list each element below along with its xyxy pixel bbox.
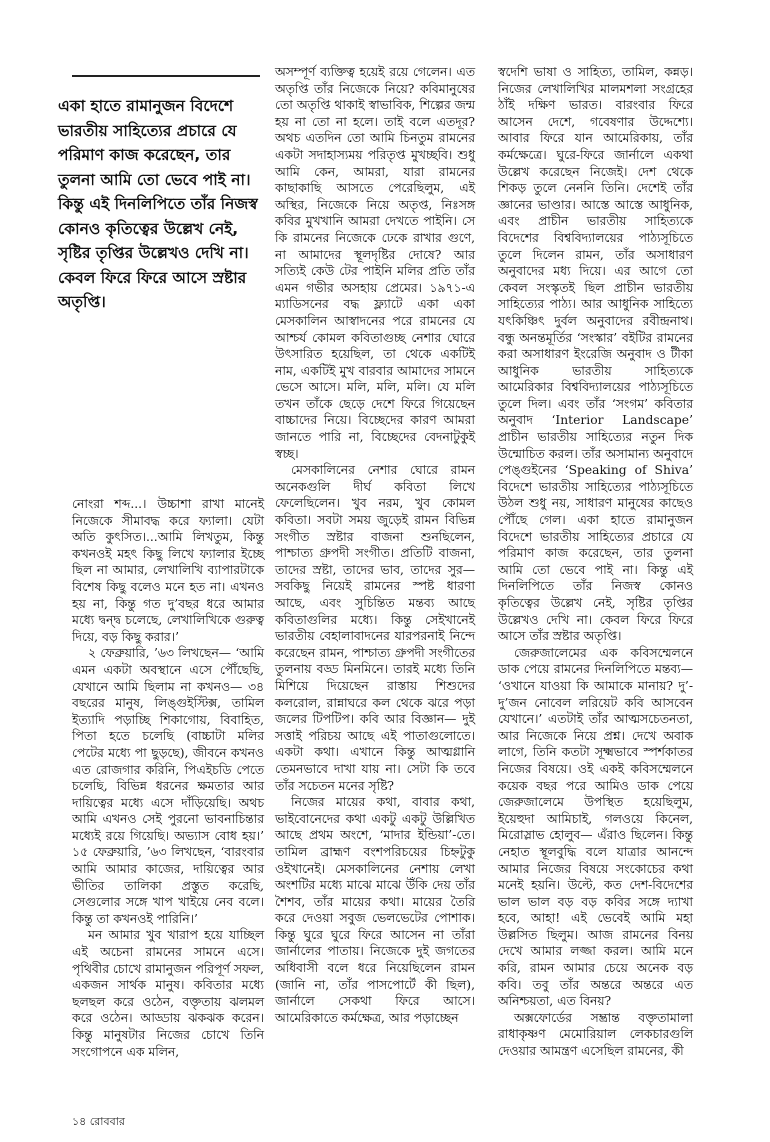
article-column-3: [498, 64, 693, 1060]
article-column-1: [72, 496, 264, 1060]
page-footer: ১৪ রোববার: [72, 1115, 125, 1128]
paragraph: মেসকালিনের নেশার ঘোরে রামন অনেকগুলি দীর্ঘ কবিতা লিখে ফেলেছিলেন। খুব নরম, খুব কোমল কবিতা। সবটা সময় জুড়েই রামন বিভিন্ন সংগীত স্রষ্টার বাজনা শুনছিলেন, পাশ্চাত্য গ্রুপদী সংগীত। প্রতিটি বাজনা, তাদের স্রষ্টা, তাদের ভাব, তাদের সুর— সবকিছু নিয়েই রামনের স্পষ্ট ধারণা আছে, এবং সুচিন্তিত মন্তব্য আছে কবিতাগুলির মধ্যে। কিন্তু সেইখানেই ভারতীয় বেহালাবাদনের যারপরনাই নিন্দে করেছেন রামন, পাশ্চাত্য গ্রুপদী সংগীতের তুলনায় বড্ড মিনমিনে। তারই মধ্যে তিনি মিশিয়ে দিয়েছেন রাস্তায় শিশুদের কলরোল, রান্নাঘরে কল থেকে ঝরে পড়া জলের টিপটিপ। কবি আর বিজ্ঞান— দুই সত্তাই পরিচয় আছে এই পাতাগুলোতে। একটা কথা। এখানে কিন্তু আত্মগ্লানি তেমনভাবে দাখা যায় না। সেটা কি তবে তাঁর সচেতন মনের সৃষ্টি?: [275, 463, 475, 793]
paragraph: নিজের মায়ের কথা, বাবার কথা, ভাইবোনেদের কথা একটু একটু উল্লিখিত আছে প্রথম অংশে, ‘মাদার ইন্ডিয়া’-তে। তামিল ব্রাহ্মণ বংশপরিচয়ের চিহ্নটুকু ওইখানেই। মেসকালিনের নেশায় লেখা অংশটির মধ্যে মাঝে মাঝে উঁকি দেয় তাঁর শৈশব, তাঁর মায়ের কথা। মায়ের তৈরি করে দেওয়া সবুজ ভেলভেটের পোশাক। কিন্তু ঘুরে ঘুরে ফিরে আসেন না তাঁরা জার্নালের পাতায়। নিজেকে দুই জগতের অধিবাসী বলে ধরে নিয়েছিলেন রামন (জানি না, তাঁর পাসপোর্টে কী ছিল), জার্নালে সেকথা ফিরে আসে। আমেরিকাতে কর্মক্ষেত্র, আর পড়াচ্ছেন: [275, 795, 475, 1025]
paragraph: জেরুজালেমের এক কবিসম্মেলনে ডাক পেয়ে রামনের দিনলিপিতে মন্তব্য— ‘ওখানে যাওয়া কি আমাকে মানায়? দু’-দু’জন নোবেল লরিয়েট কবি আসবেন যেখানে।’ এতটাই তাঁর আত্মসচেতনতা, আর নিজেকে নিয়ে প্রশ্ন। দেখে অবাক লাগে, তিনি কতটা সূক্ষ্মভাবে স্পর্শকাতর নিজের বিষয়ে। ওই একই কবিসম্মেলনে কয়েক বছর পরে আমিও ডাক পেয়ে জেরুজালেমে উপস্থিত হয়েছিলুম, ইয়েহুদা আমিচাই, গলওয়ে কিনেল, মিরোস্লাভ হোলুব— এঁরাও ছিলেন। কিন্তু নেহাত স্থূলবুদ্ধি বলে যাত্রার আনন্দে আমার নিজের বিষয়ে সংকোচের কথা মনেই হয়নি। উল্টে, কত দেশ-বিদেশের ভাল ভাল বড় বড় কবির সঙ্গে দ্যাখা হবে, আহা! এই ভেবেই আমি মহা উল্লসিত ছিলুম। আজ রামনের বিনয় দেখে আমার লজ্জা করল। আমি মনে করি, রামন আমার চেয়ে অনেক বড় কবি। তবু তাঁর অন্তরে অন্তরে এত অনিশ্চয়তা, এত বিনয়?: [498, 645, 693, 1009]
paragraph: ২ ফেব্রুয়ারি, ’৬৩ লিখছেন— ‘আমি এমন একটা অবস্থানে এসে পৌঁছেছি, যেখানে আমি ছিলাম না কখনও— ৩৪ বছরের মানুষ, লিঙ্গুইস্টিক্স, তামিল ইত্যাদি পড়াচ্ছি শিকাগোয়, বিবাহিত, পিতা হতে চলেছি (বাচ্চাটা মলির পেটের মধ্যে পা ছুড়ছে), জীবনে কখনও এত রোজগার করিনি, পিএইচডি পেতে চলেছি, বিভিন্ন ধরনের ক্ষমতার আর দায়িত্বের মধ্যে এসে দাঁড়িয়েছি। অথচ আমি এখনও সেই পুরনো ভাবনাচিন্তার মধ্যেই রয়ে গিয়েছি। অভ্যাস বোধ হয়।’ ১৫ ফেব্রুয়ারি, ’৬৩ লিখছেন, ‘বারংবার আমি আমার কাজের, দায়িত্বের আর ভীতির তালিকা প্রস্তুত করেছি, সেগুলোর সঙ্গে খাপ খাইয়ে নেব বলে। কিন্তু তা কখনওই পারিনি।’: [72, 646, 264, 926]
pull-quote: একা হাতে রামানুজন বিদেশে ভারতীয় সাহিত্যের প্রচারে যে পরিমাণ কাজ করেছেন, তার তুলনা আমি তো ভেবে পাই না। কিন্তু এই দিনলিপিতে তাঁর নিজস্ব কোনও কৃতিত্বের উল্লেখ নেই, সৃষ্টির তৃপ্তির উল্লেখও দেখি না। কেবল ফিরে ফিরে আসে স্রষ্টার অতৃপ্তি।: [58, 97, 258, 311]
pull-quote-top-rule: [72, 75, 260, 77]
paragraph: অক্সফোর্ডের সম্ভ্রান্ত বক্তৃতামালা রাধাকৃষ্ণণ মেমোরিয়াল লেকচারগুলি দেওয়ার আমন্ত্রণ এসেছিল রামনের, কী: [498, 1010, 693, 1059]
paragraph: স্বদেশি ভাষা ও সাহিত্য, তামিল, কন্নড়। নিজের লেখালিখির মালমশলা সংগ্রহের ঠাঁই দক্ষিণ ভারত। বারংবার ফিরে আসেন দেশে, গবেষণার উদ্দেশ্যে। আবার ফিরে যান আমেরিকায়, তাঁর কর্মক্ষেত্রে। ঘুরে-ফিরে জার্নালে একথা উল্লেখ করেছেন নিজেই। দেশ থেকে শিকড় তুলে নেননি তিনি। দেশেই তাঁর জ্ঞানের ভাণ্ডার। আস্তে আস্তে আধুনিক, এবং প্রাচীন ভারতীয় সাহিত্যকে বিদেশের বিশ্ববিদ্যালয়ের পাঠ্যসূচিতে তুলে দিলেন রামন, তাঁর অসাধারণ অনুবাদের মধ্য দিয়ে। এর আগে তো কেবল সংস্কৃতই ছিল প্রাচীন ভারতীয় সাহিত্যের পাঠ্য। আর আধুনিক সাহিত্যে যৎকিঞ্চিৎ দুর্বল অনুবাদের রবীন্দ্রনাথ। বন্ধু অনন্তমূর্তির ‘সংস্কার’ বইটির রামনের করা অসাধারণ ইংরেজি অনুবাদ ও টীকা আধুনিক ভারতীয় সাহিত্যকে আমেরিকার বিশ্ববিদ্যালয়ের পাঠ্যসূচিতে তুলে দিল। এবং তাঁর ‘সংগম’ কবিতার অনুবাদ ‘Interior Landscape’ প্রাচীন ভারতীয় সাহিত্যের নতুন দিক উন্মোচিত করল। তাঁর অসামান্য অনুবাদে পেঙ্গুইনের ‘Speaking of Shiva’ বিদেশে ভারতীয় সাহিত্যের পাঠ্যসূচিতে উঠল শুধু নয়, সাধারণ মানুষের কাছেও পৌঁছে গেল। একা হাতে রামানুজন বিদেশে ভারতীয় সাহিত্যের প্রচারে যে পরিমাণ কাজ করেছেন, তার তুলনা আমি তো ভেবে পাই না। কিন্তু এই দিনলিপিতে তাঁর নিজস্ব কোনও কৃতিত্বের উল্লেখ নেই, সৃষ্টির তৃপ্তির উল্লেখও দেখি না। কেবল ফিরে ফিরে আসে তাঁর স্রষ্টার অতৃপ্তি।: [498, 65, 693, 644]
paragraph: নোংরা শব্দ...। উচ্চাশা রাখা মানেই নিজেকে সীমাবদ্ধ করে ফ্যালা। যেটা অতি কুৎসিত।...আমি লিখতুম, কিন্তু কখনওই মহৎ কিছু লিখে ফ্যালার ইচ্ছে ছিল না আমার, লেখালিখি ব্যাপারটাকে বিশেষ কিছু বলেও মনে হত না। এখনও হয় না, কিন্তু গত দু’বছর ধরে আমার মধ্যে দ্বন্দ্ব চলেছে, লেখালিখিকে গুরুত্ব দিয়ে, বড় কিছু করার।’: [72, 497, 264, 644]
paragraph: মন আমার খুব খারাপ হয়ে যাচ্ছিল এই অচেনা রামনের সামনে এসে। পৃথিবীর চোখে রামানুজন পরিপূর্ণ সফল, একজন সার্থক মানুষ। কবিতার মধ্যে ছলছল করে ওঠেন, বক্তৃতায় ঝলমল করে ওঠেন। আড্ডায় ঝকঝক করেন। কিন্তু মানুষটার নিজের চোখে তিনি সংগোপনে এক মলিন,: [72, 928, 264, 1059]
article-column-2: [275, 64, 475, 1026]
paragraph: অসম্পূর্ণ ব্যক্তিত্ব হয়েই রয়ে গেলেন। এত অতৃপ্তি তাঁর নিজেকে নিয়ে? কবিমানুষের তো অতৃপ্তি থাকাই স্বাভাবিক, শিল্পের জন্ম হয় না তো না হলে। তাই বলে এতদূর? অথচ এতদিন তো আমি চিনতুম রামনের একটা সদাহাস্যময় পরিতৃপ্ত মুখচ্ছবি। শুধু আমি কেন, আমরা, যারা রামনের কাছাকাছি আসতে পেরেছিলুম, এই অস্থির, নিজেকে নিয়ে অতৃপ্ত, নিঃসঙ্গ কবির মুখখানি আমরা দেখতে পাইনি। সে কি রামনের নিজেকে ঢেকে রাখার গুণে, না আমাদের স্থূলদৃষ্টির দোষে? আর সত্যিই কেউ টের পাইনি মলির প্রতি তাঁর এমন গভীর অসহায় প্রেমের। ১৯৭১-এ ম্যাডিসনের বদ্ধ ফ্ল্যাটে একা একা মেসকালিন আস্বাদনের পরে রামনের যে আশ্চর্য কোমল কবিতাগুচ্ছ নেশার ঘোরে উৎসারিত হয়েছিল, তা থেকে একটিই নাম, একটিই মুখ বারবার আমাদের সামনে ভেসে আসে। মলি, মলি, মলি। যে মলি তখন তাঁকে ছেড়ে দেশে ফিরে গিয়েছেন বাচ্চাদের নিয়ে। বিচ্ছেদের কারণ আমরা জানতে পারি না, বিচ্ছেদের বেদনাটুকুই স্বচ্ছ।: [275, 65, 475, 461]
